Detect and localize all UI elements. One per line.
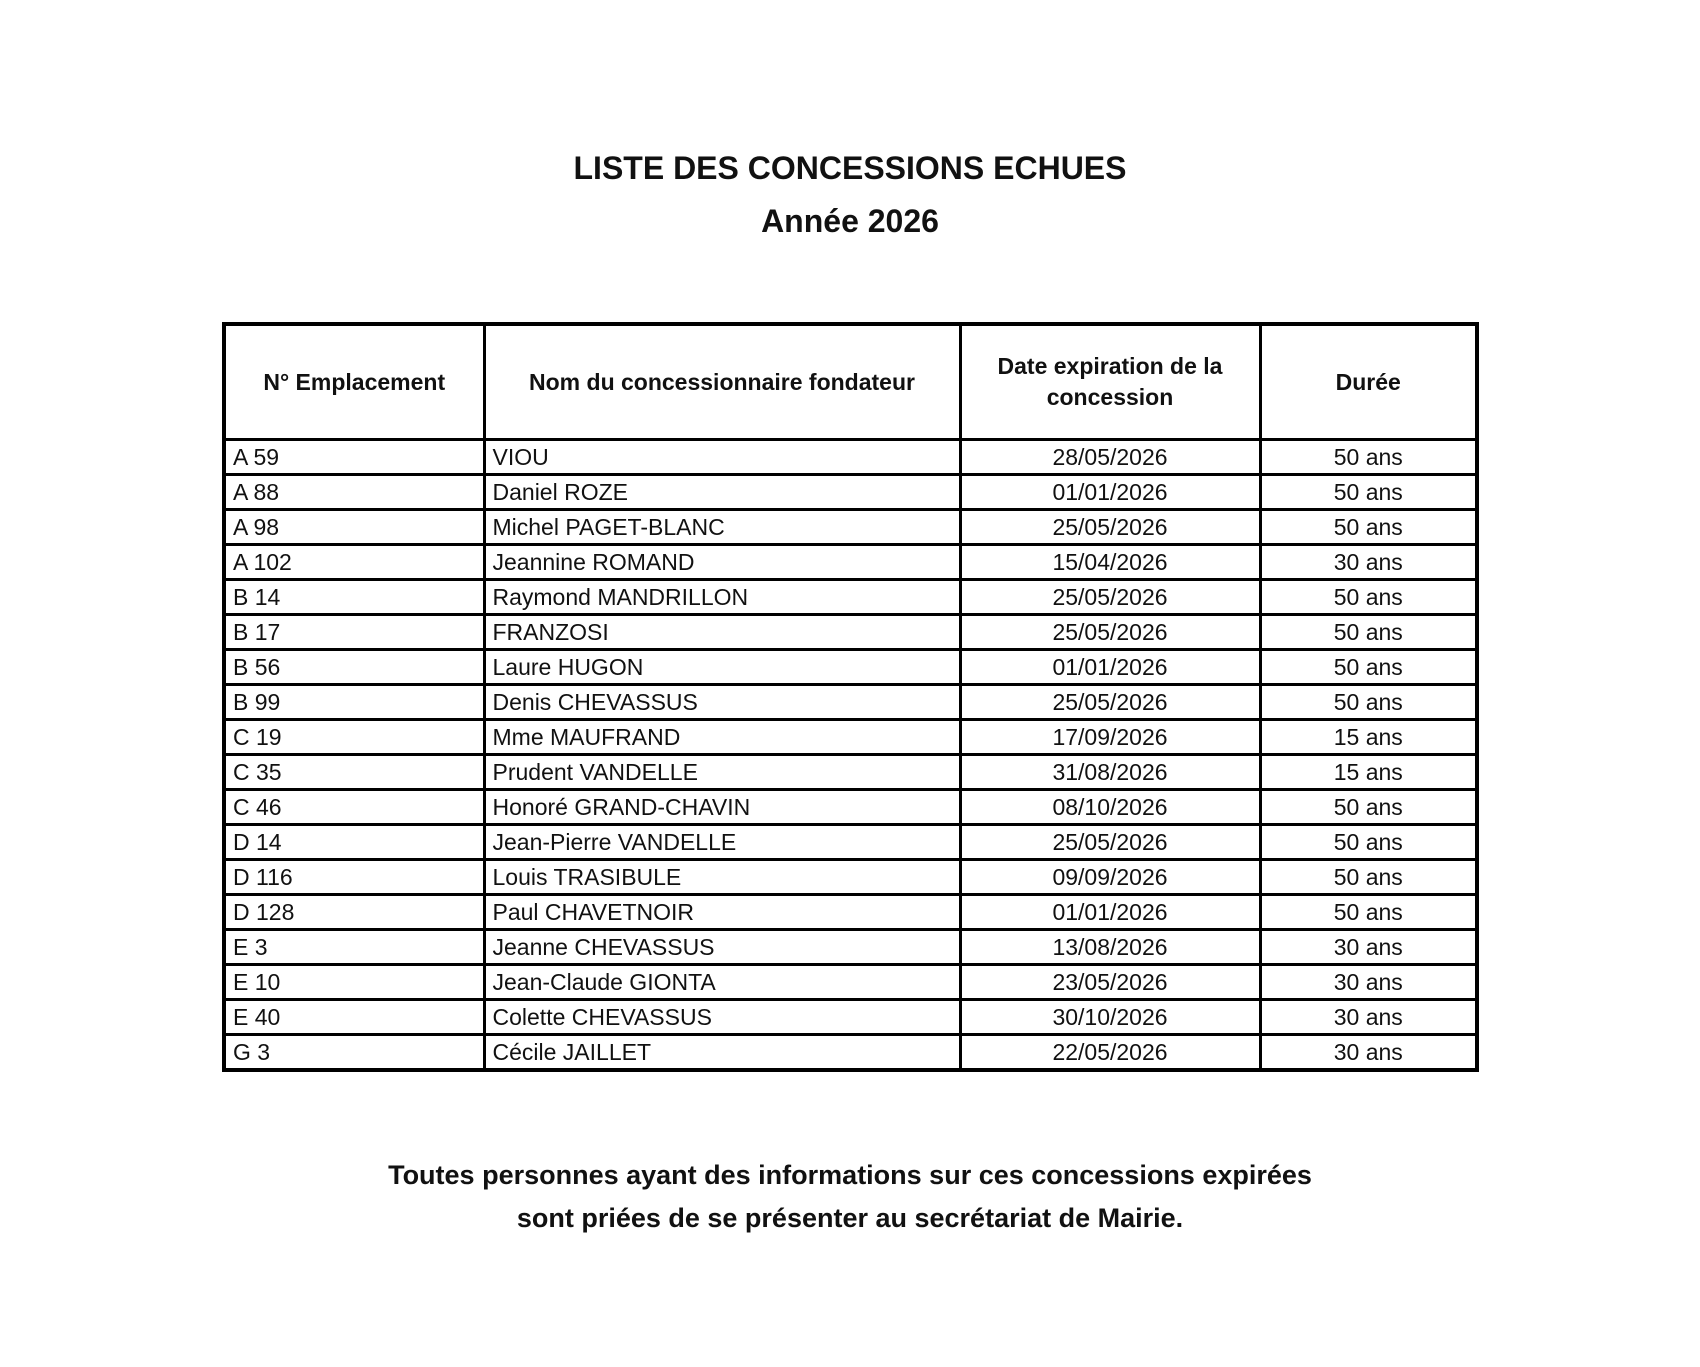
- table-row: [224, 860, 1477, 895]
- table-row: [224, 650, 1477, 685]
- table-row: [224, 755, 1477, 790]
- table-cell: 50 ans: [1260, 440, 1477, 475]
- table-cell: D 128: [224, 895, 484, 930]
- table-cell: 50 ans: [1260, 580, 1477, 615]
- col-header-concessionnaire: Nom du concessionnaire fondateur: [484, 324, 960, 440]
- table-body: [224, 440, 1477, 1071]
- table-cell: A 88: [224, 475, 484, 510]
- table-cell: 25/05/2026: [960, 580, 1260, 615]
- table-cell: D 14: [224, 825, 484, 860]
- table-row: [224, 1000, 1477, 1035]
- table-cell: FRANZOSI: [484, 615, 960, 650]
- table-cell: 31/08/2026: [960, 755, 1260, 790]
- table-cell: A 98: [224, 510, 484, 545]
- table-cell: 30 ans: [1260, 965, 1477, 1000]
- table-cell: C 19: [224, 720, 484, 755]
- table-cell: A 59: [224, 440, 484, 475]
- table-cell: Laure HUGON: [484, 650, 960, 685]
- table-cell: E 3: [224, 930, 484, 965]
- table-cell: 30 ans: [1260, 1035, 1477, 1071]
- table-cell: 09/09/2026: [960, 860, 1260, 895]
- table-cell: Jeannine ROMAND: [484, 545, 960, 580]
- table-cell: Colette CHEVASSUS: [484, 1000, 960, 1035]
- table-header-row: [224, 324, 1477, 440]
- table-cell: 30 ans: [1260, 545, 1477, 580]
- table-cell: 25/05/2026: [960, 615, 1260, 650]
- table-cell: B 14: [224, 580, 484, 615]
- table-row: [224, 440, 1477, 475]
- table-cell: 15 ans: [1260, 720, 1477, 755]
- table-cell: 50 ans: [1260, 650, 1477, 685]
- col-header-date-expiration: Date expiration de la concession: [960, 324, 1260, 440]
- table-cell: B 56: [224, 650, 484, 685]
- table-row: [224, 510, 1477, 545]
- table-row: [224, 615, 1477, 650]
- table-cell: 01/01/2026: [960, 895, 1260, 930]
- table-cell: B 99: [224, 685, 484, 720]
- table-cell: G 3: [224, 1035, 484, 1071]
- table-row: [224, 790, 1477, 825]
- table-row: [224, 895, 1477, 930]
- table-cell: 08/10/2026: [960, 790, 1260, 825]
- table-cell: 17/09/2026: [960, 720, 1260, 755]
- table-cell: 50 ans: [1260, 860, 1477, 895]
- document-title: LISTE DES CONCESSIONS ECHUES: [573, 150, 1127, 186]
- table-cell: 50 ans: [1260, 475, 1477, 510]
- table-cell: 01/01/2026: [960, 650, 1260, 685]
- concessions-table: [222, 322, 1479, 1072]
- table-cell: 15/04/2026: [960, 545, 1260, 580]
- table-row: [224, 1035, 1477, 1071]
- table-cell: 23/05/2026: [960, 965, 1260, 1000]
- table-cell: Denis CHEVASSUS: [484, 685, 960, 720]
- table-cell: B 17: [224, 615, 484, 650]
- table-cell: Louis TRASIBULE: [484, 860, 960, 895]
- table-cell: 01/01/2026: [960, 475, 1260, 510]
- footer-notice-line1: Toutes personnes ayant des informations sur ces concessions expirées: [388, 1160, 1312, 1190]
- table-cell: 30 ans: [1260, 1000, 1477, 1035]
- table-cell: C 46: [224, 790, 484, 825]
- table-cell: 25/05/2026: [960, 685, 1260, 720]
- table-cell: 25/05/2026: [960, 510, 1260, 545]
- table-cell: Cécile JAILLET: [484, 1035, 960, 1071]
- table-cell: Jean-Pierre VANDELLE: [484, 825, 960, 860]
- table-cell: C 35: [224, 755, 484, 790]
- table-row: [224, 930, 1477, 965]
- table-cell: 25/05/2026: [960, 825, 1260, 860]
- table-cell: 30 ans: [1260, 930, 1477, 965]
- table-cell: 50 ans: [1260, 685, 1477, 720]
- table-cell: Mme MAUFRAND: [484, 720, 960, 755]
- table-cell: 28/05/2026: [960, 440, 1260, 475]
- col-header-emplacement: N° Emplacement: [224, 324, 484, 440]
- table-row: [224, 580, 1477, 615]
- table-cell: 50 ans: [1260, 825, 1477, 860]
- table-cell: 50 ans: [1260, 790, 1477, 825]
- table-cell: E 40: [224, 1000, 484, 1035]
- table-cell: 30/10/2026: [960, 1000, 1260, 1035]
- table-row: [224, 720, 1477, 755]
- col-header-duree: Durée: [1260, 324, 1477, 440]
- table-cell: E 10: [224, 965, 484, 1000]
- table-cell: A 102: [224, 545, 484, 580]
- table-cell: Paul CHAVETNOIR: [484, 895, 960, 930]
- table-cell: 13/08/2026: [960, 930, 1260, 965]
- table-row: [224, 965, 1477, 1000]
- table-cell: Michel PAGET-BLANC: [484, 510, 960, 545]
- table-cell: Jean-Claude GIONTA: [484, 965, 960, 1000]
- table-cell: 15 ans: [1260, 755, 1477, 790]
- table-cell: 50 ans: [1260, 510, 1477, 545]
- document-subtitle: Année 2026: [761, 203, 939, 239]
- footer-notice-line2: sont priées de se présenter au secrétariat de Mairie.: [516, 1203, 1184, 1233]
- table-cell: 50 ans: [1260, 615, 1477, 650]
- table-cell: 22/05/2026: [960, 1035, 1260, 1071]
- table-cell: Jeanne CHEVASSUS: [484, 930, 960, 965]
- table-cell: Prudent VANDELLE: [484, 755, 960, 790]
- table-cell: VIOU: [484, 440, 960, 475]
- table-cell: Raymond MANDRILLON: [484, 580, 960, 615]
- table-cell: D 116: [224, 860, 484, 895]
- table-row: [224, 475, 1477, 510]
- table-cell: Daniel ROZE: [484, 475, 960, 510]
- table-row: [224, 825, 1477, 860]
- table-cell: Honoré GRAND-CHAVIN: [484, 790, 960, 825]
- table-cell: 50 ans: [1260, 895, 1477, 930]
- table-row: [224, 545, 1477, 580]
- table-row: [224, 685, 1477, 720]
